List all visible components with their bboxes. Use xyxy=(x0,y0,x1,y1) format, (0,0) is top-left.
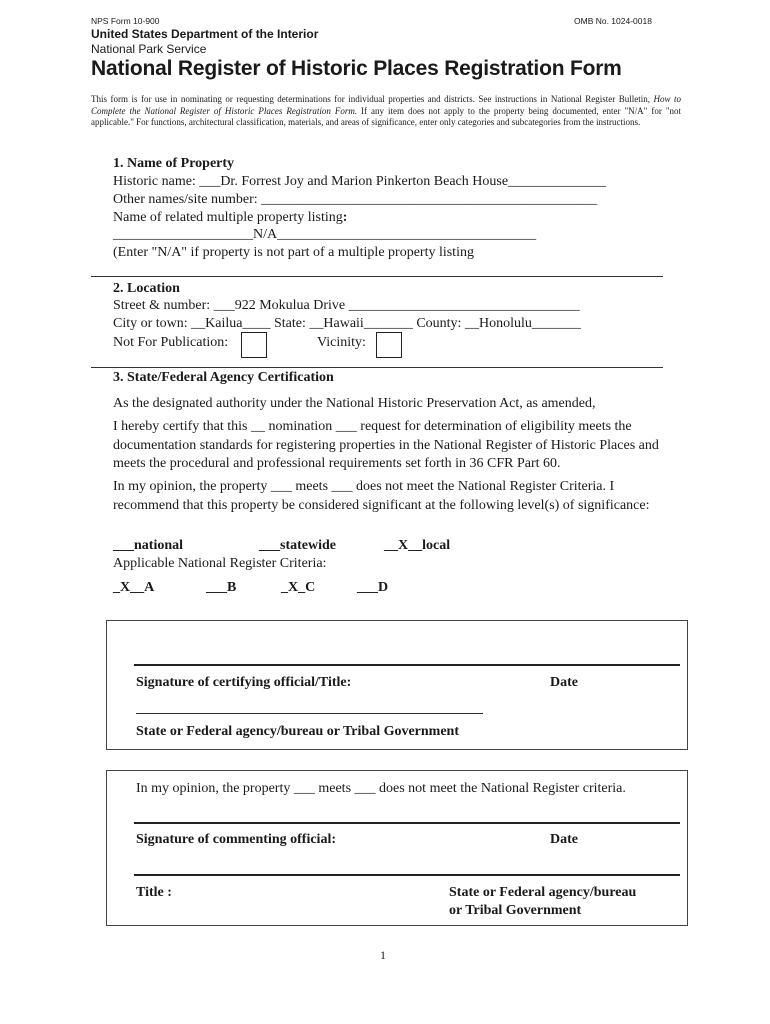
not-for-publication-checkbox[interactable] xyxy=(241,332,267,358)
section2-divider xyxy=(91,367,663,368)
other-names-row xyxy=(113,192,597,208)
service-name: National Park Service xyxy=(91,42,207,56)
vicinity-checkbox[interactable] xyxy=(376,332,402,358)
city-value[interactable]: __Kailua____ xyxy=(191,316,271,331)
page-number: 1 xyxy=(380,948,386,962)
related-listing-colon: : xyxy=(342,210,348,225)
certifying-signature-label: Signature of certifying official/Title: xyxy=(136,675,352,690)
commenting-signature-line[interactable] xyxy=(134,822,680,824)
related-listing-value[interactable]: ____________________N/A_____________________________________ xyxy=(113,227,537,242)
omb-number: OMB No. 1024-0018 xyxy=(574,16,652,26)
commenting-signature-label: Signature of commenting official: xyxy=(136,832,336,847)
criteria-d[interactable]: ___D xyxy=(357,580,389,595)
commenting-title-label: Title : xyxy=(136,885,172,900)
intro-paragraph xyxy=(91,94,681,129)
state-value[interactable]: __Hawaii_______ xyxy=(309,316,413,331)
page-title: National Register of Historic Places Registration Form xyxy=(91,57,622,80)
related-listing-label: Name of related multiple property listing xyxy=(113,210,343,225)
street-row xyxy=(113,298,580,314)
form-number: NPS Form 10-900 xyxy=(91,16,160,26)
intro-bulletin-title: How to Complete the National Register of Historic Places Registration Form. xyxy=(91,94,681,116)
state-label: State: xyxy=(274,316,306,331)
county-value[interactable]: __Honolulu_______ xyxy=(464,316,581,331)
opinion-text: In my opinion, the property ___ meets ___ does not meet the National Register Criteria. I recommend that this property be considered significant at the following level(s) of significance: xyxy=(113,479,650,513)
commenting-agency-line1: State or Federal agency/bureau xyxy=(449,885,637,900)
criteria-label: Applicable National Register Criteria: xyxy=(113,556,327,571)
agency-label: State or Federal agency/bureau or Tribal Government xyxy=(136,724,460,739)
criteria-b[interactable]: ___B xyxy=(206,580,237,595)
city-state-row xyxy=(113,316,581,332)
intro-part2: If any item does not apply to the property being documented, enter "N/A" for "not applicable." For functions, architectural classification, materials, and areas of significance, enter only categories and subcategories from the instructions. xyxy=(91,105,681,127)
level-local[interactable]: __X__local xyxy=(384,538,451,553)
authority-text: As the designated authority under the National Historic Preservation Act, as amended, xyxy=(113,396,596,411)
intro-part1: This form is for use in nominating or requesting determinations for individual properties and districts. See instructions in National Register Bulletin, xyxy=(91,94,651,104)
section1-divider xyxy=(91,276,663,277)
not-for-publication-label: Not For Publication: xyxy=(113,335,229,350)
commenting-opinion-text: In my opinion, the property ___ meets ___ does not meet the National Register criteria. xyxy=(136,781,626,796)
commenting-title-line[interactable] xyxy=(134,874,680,876)
criteria-c[interactable]: _X_C xyxy=(281,580,316,595)
other-names-label: Other names/site number: xyxy=(113,192,258,207)
related-listing-row xyxy=(113,210,347,226)
certifying-date-label: Date xyxy=(550,675,578,690)
county-label: County: xyxy=(416,316,462,331)
enter-na-note: (Enter "N/A" if property is not part of a multiple property listing xyxy=(113,245,474,260)
historic-name-value[interactable]: ___Dr. Forrest Joy and Marion Pinkerton Beach House______________ xyxy=(199,174,607,189)
historic-name-label: Historic name: xyxy=(113,174,196,189)
commenting-date-label: Date xyxy=(550,832,578,847)
agency-line[interactable] xyxy=(136,713,483,714)
section2-heading: 2. Location xyxy=(113,281,180,296)
section1-heading: 1. Name of Property xyxy=(113,156,235,171)
section3-heading: 3. State/Federal Agency Certification xyxy=(113,370,334,385)
city-label: City or town: xyxy=(113,316,188,331)
criteria-a[interactable]: _X__A xyxy=(113,580,155,595)
vicinity-label: Vicinity: xyxy=(317,335,366,350)
department-name: United States Department of the Interior xyxy=(91,27,319,41)
street-value[interactable]: ___922 Mokulua Drive _________________________________ xyxy=(213,298,580,313)
level-national[interactable]: ___national xyxy=(113,538,184,553)
certifying-signature-line[interactable] xyxy=(134,664,680,666)
other-names-value[interactable]: ________________________________________________ xyxy=(261,192,598,207)
commenting-agency-line2: or Tribal Government xyxy=(449,903,582,918)
certify-text: I hereby certify that this __ nomination ___ request for determination of eligibility meets the documentation standards for registering properties in the National Register of Historic Places and meets the procedural and professional requirements set forth in 36 CFR Part 60. xyxy=(113,419,659,471)
level-statewide[interactable]: ___statewide xyxy=(259,538,336,553)
street-label: Street & number: xyxy=(113,298,211,313)
historic-name-row xyxy=(113,174,606,190)
